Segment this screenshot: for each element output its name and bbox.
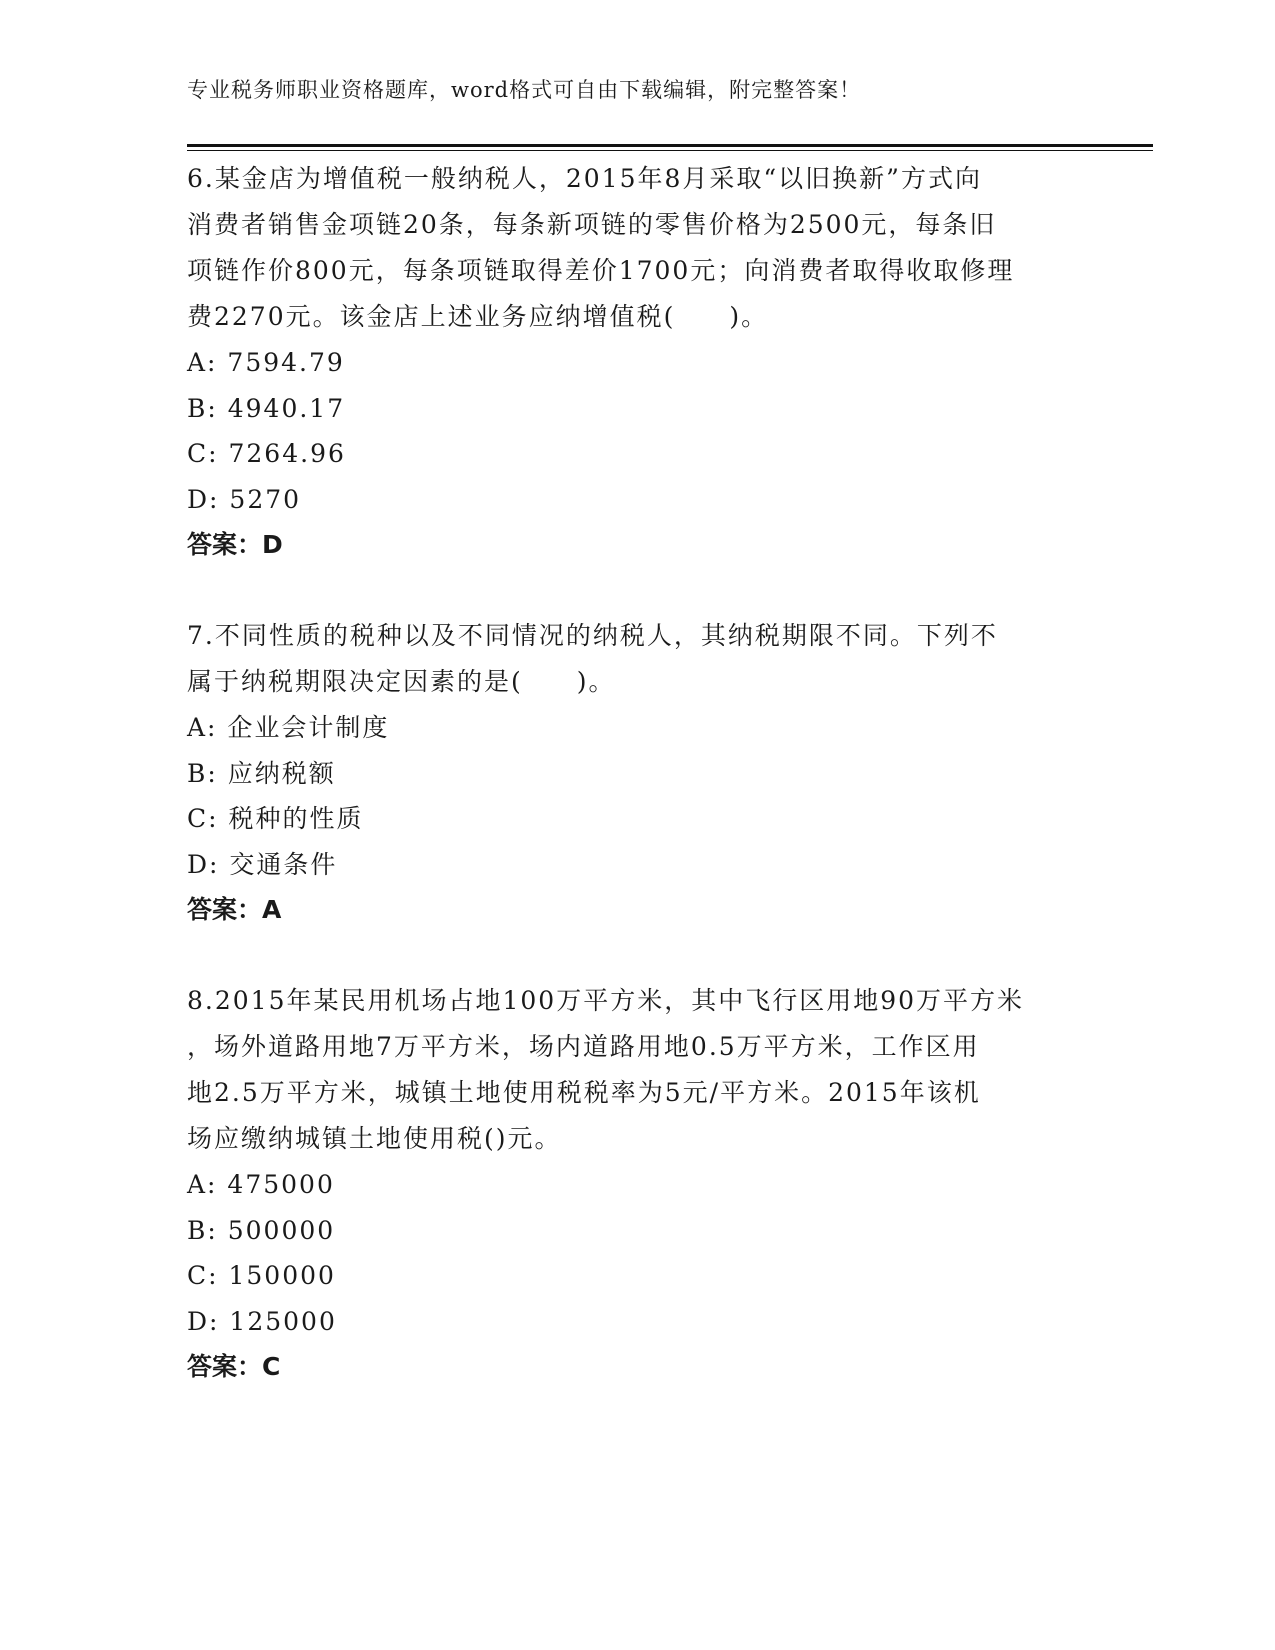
option-d: D: 交通条件 bbox=[187, 849, 338, 879]
option-c: C: 7264.96 bbox=[187, 439, 346, 468]
question-stem-line: 属于纳税期限决定因素的是( )。 bbox=[187, 667, 616, 696]
question-stem-line: 地2.5万平方米，城镇土地使用税税率为5元/平方米。2015年该机 bbox=[187, 1078, 981, 1107]
header-rule-thick bbox=[187, 144, 1153, 147]
question-stem-line: 6.某金店为增值税一般纳税人，2015年8月采取“以旧换新”方式向 bbox=[187, 164, 982, 193]
header-rule-thin bbox=[187, 150, 1153, 151]
option-d: D: 125000 bbox=[187, 1306, 337, 1336]
question-stem-line: 消费者销售金项链20条，每条新项链的零售价格为2500元，每条旧 bbox=[187, 210, 997, 239]
question-gap bbox=[187, 933, 1087, 978]
option-c: C: 150000 bbox=[187, 1261, 336, 1290]
option-d: D: 5270 bbox=[187, 484, 302, 514]
answer-label: 答案：A bbox=[187, 895, 282, 924]
question-stem-line: 场应缴纳城镇土地使用税()元。 bbox=[187, 1124, 562, 1153]
answer-label: 答案：C bbox=[187, 1352, 281, 1381]
question-stem-line: 8.2015年某民用机场占地100万平方米，其中飞行区用地90万平方米 bbox=[187, 986, 1025, 1015]
question-gap bbox=[187, 568, 1087, 613]
question-7 bbox=[187, 613, 1087, 933]
option-b: B: 4940.17 bbox=[187, 393, 346, 423]
option-a: A: 企业会计制度 bbox=[187, 713, 390, 742]
option-a: A: 475000 bbox=[187, 1170, 335, 1199]
option-a: A: 7594.79 bbox=[187, 348, 345, 377]
question-6 bbox=[187, 156, 1087, 568]
question-stem-line: 费2270元。该金店上述业务应纳增值税( )。 bbox=[187, 302, 769, 331]
option-b: B: 应纳税额 bbox=[187, 758, 336, 788]
option-c: C: 税种的性质 bbox=[187, 804, 364, 833]
question-8 bbox=[187, 978, 1087, 1390]
option-b: B: 500000 bbox=[187, 1215, 336, 1245]
answer-label: 答案：D bbox=[187, 530, 283, 559]
question-stem-line: ，场外道路用地7万平方米，场内道路用地0.5万平方米，工作区用 bbox=[187, 1032, 980, 1061]
question-list bbox=[187, 156, 1087, 1390]
question-stem-line: 7.不同性质的税种以及不同情况的纳税人，其纳税期限不同。下列不 bbox=[187, 621, 998, 650]
question-stem-line: 项链作价800元，每条项链取得差价1700元；向消费者取得收取修理 bbox=[187, 256, 1015, 285]
page-header: 专业税务师职业资格题库，word格式可自由下载编辑，附完整答案！ bbox=[187, 78, 862, 102]
